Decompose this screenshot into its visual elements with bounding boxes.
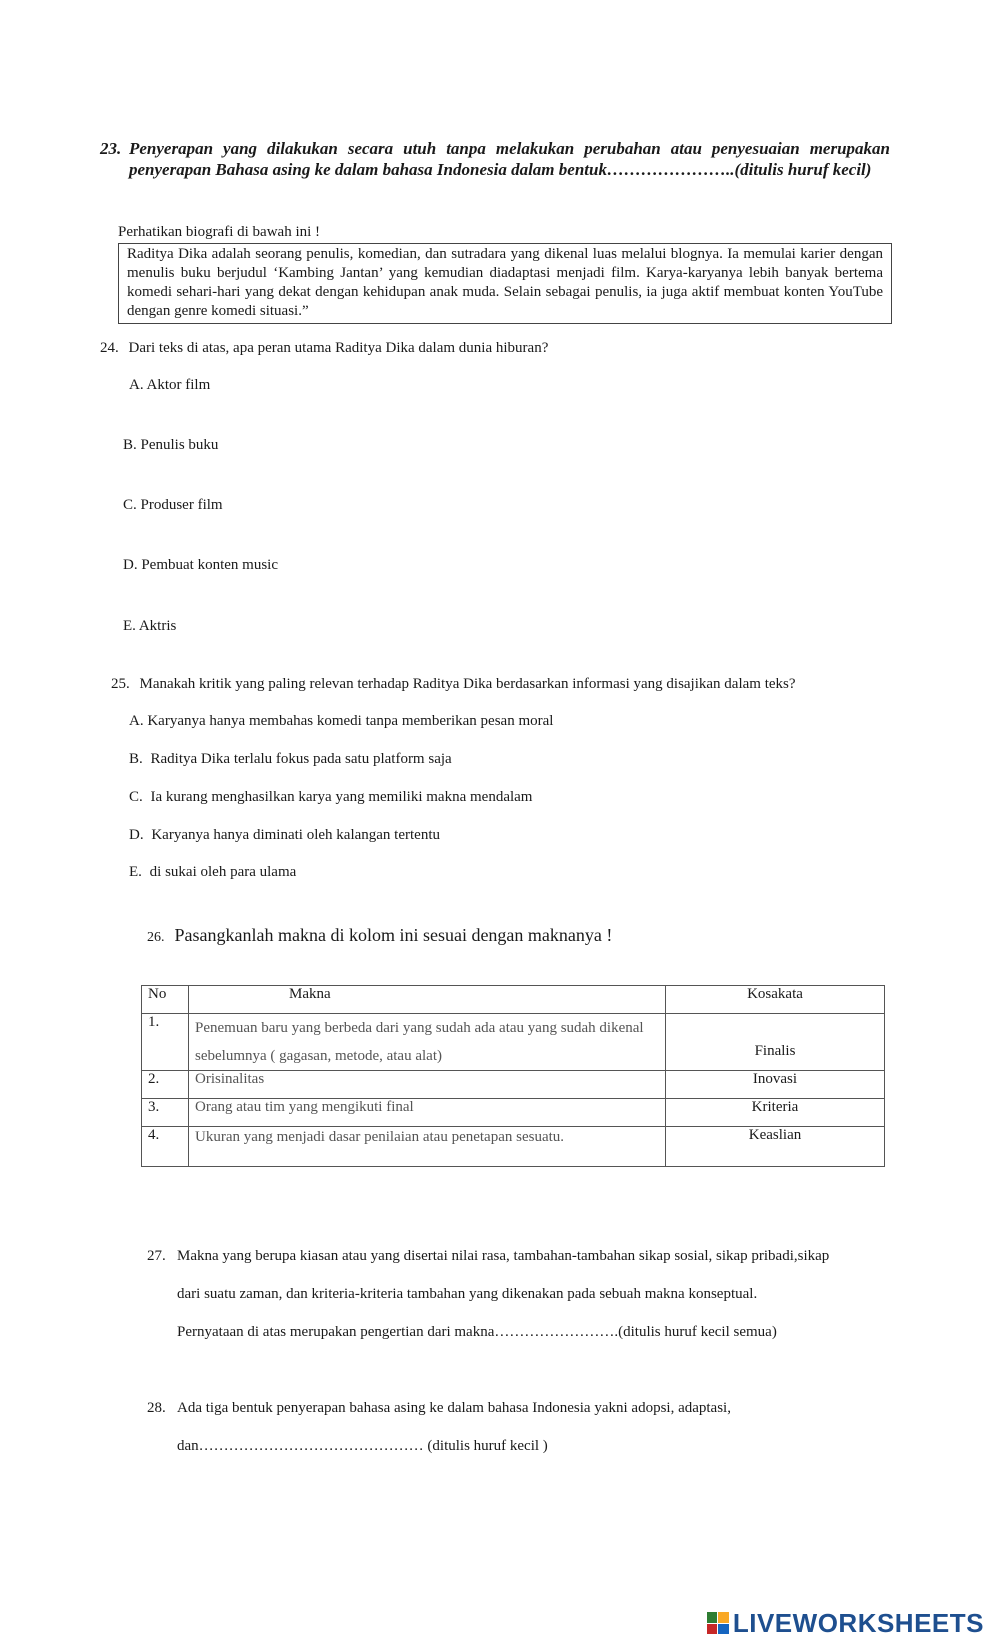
option-text: di sukai oleh para ulama — [149, 864, 297, 880]
question-23 — [100, 138, 890, 180]
option-24-a[interactable]: A. Aktor film — [129, 377, 211, 393]
question-text: Dari teks di atas, apa peran utama Raditya Dika dalam dunia hiburan? — [128, 340, 549, 356]
option-24-b[interactable]: B. Penulis buku — [123, 437, 219, 453]
question-statement: Pernyataan di atas merupakan pengertian dari makna…………………….(ditulis huruf kecil semua) — [177, 1324, 777, 1340]
row-no: 2. — [142, 1071, 189, 1099]
logo-square — [718, 1612, 729, 1623]
option-letter: A. — [129, 713, 144, 729]
question-26 — [147, 925, 612, 946]
option-text: Karyanya hanya diminati oleh kalangan tertentu — [151, 827, 440, 843]
question-text: Pasangkanlah makna di kolom ini sesuai dengan maknanya ! — [174, 925, 613, 945]
option-text: Ia kurang menghasilkan karya yang memiliki makna mendalam — [150, 789, 533, 805]
option-letter: B. — [129, 751, 143, 767]
row-makna: Penemuan baru yang berbeda dari yang sudah ada atau yang sudah dikenal sebelumnya ( gagasan, metode, atau alat) — [189, 1014, 666, 1071]
table-row — [142, 1014, 885, 1071]
question-text: Ada tiga bentuk penyerapan bahasa asing ke dalam bahasa Indonesia yakni adopsi, adaptasi, — [177, 1400, 731, 1416]
table-row — [142, 1099, 885, 1127]
biography-box: Raditya Dika adalah seorang penulis, komedian, dan sutradara yang dikenal luas melalui blognya. Ia memulai karier dengan menulis buku berjudul ‘Kambing Jantan’ yang kemudian diadaptasi menjadi film. Karya-karyanya lebih banyak bertema komedi sehari-hari yang dekat dengan kehidupan anak muda. Selain sebagai penulis, ia juga aktif membuat konten YouTube dengan genre komedi situasi.” — [118, 243, 892, 324]
logo-text: LIVEWORKSHEETS — [732, 1607, 984, 1638]
option-25-d[interactable] — [129, 827, 440, 844]
question-number: 23. — [100, 139, 122, 158]
question-text: Makna yang berupa kiasan atau yang disertai nilai rasa, tambahan-tambahan sikap sosial, sikap pribadi,sikap dari suatu zaman, dan kriteria-kriteria tambahan yang dikenakan pada sebuah makna konseptual. — [177, 1248, 830, 1302]
question-number: 26. — [147, 930, 165, 945]
header-no: No — [142, 986, 189, 1014]
row-kosakata[interactable]: Inovasi — [666, 1071, 885, 1099]
option-text: Raditya Dika terlalu fokus pada satu platform saja — [150, 751, 452, 767]
option-letter: E. — [129, 864, 142, 880]
logo-square — [718, 1624, 729, 1635]
question-number: 24. — [100, 340, 119, 356]
option-24-d[interactable]: D. Pembuat konten music — [123, 557, 278, 573]
option-25-c[interactable] — [129, 789, 532, 806]
row-makna: Orang atau tim yang mengikuti final — [189, 1099, 666, 1127]
table-header-row — [142, 986, 885, 1014]
option-text: Karyanya hanya membahas komedi tanpa memberikan pesan moral — [147, 713, 554, 729]
row-no: 3. — [142, 1099, 189, 1127]
option-24-e[interactable]: E. Aktris — [123, 618, 177, 634]
question-27 — [147, 1237, 847, 1351]
logo-mark-icon — [707, 1612, 729, 1634]
option-letter: D. — [129, 827, 144, 843]
table-row — [142, 1071, 885, 1099]
logo-square — [707, 1612, 718, 1623]
question-24 — [100, 340, 548, 357]
question-text: Manakah kritik yang paling relevan terhadap Raditya Dika berdasarkan informasi yang disajikan dalam teks? — [139, 676, 796, 692]
option-25-b[interactable] — [129, 751, 452, 768]
row-no: 4. — [142, 1127, 189, 1167]
biography-intro: Perhatikan biografi di bawah ini ! — [118, 224, 321, 240]
option-25-e[interactable] — [129, 864, 296, 881]
question-number: 27. — [147, 1248, 166, 1264]
question-25 — [111, 676, 796, 693]
row-makna: Orisinalitas — [189, 1071, 666, 1099]
answer-blank-line[interactable]: dan……………………………………… (ditulis huruf kecil ) — [177, 1438, 548, 1454]
row-kosakata[interactable]: Finalis — [666, 1014, 885, 1071]
row-no: 1. — [142, 1014, 189, 1071]
logo-square — [707, 1624, 718, 1635]
question-text: Penyerapan yang dilakukan secara utuh tanpa melakukan perubahan atau penyesuaian merupakan penyerapan Bahasa asing ke dalam bahasa Indonesia dalam bentuk…………………..(ditulis huruf kecil) — [129, 139, 890, 179]
row-kosakata[interactable]: Keaslian — [666, 1127, 885, 1167]
table-row — [142, 1127, 885, 1167]
option-letter: C. — [129, 789, 143, 805]
row-makna: Ukuran yang menjadi dasar penilaian atau penetapan sesuatu. — [189, 1127, 666, 1167]
option-25-a[interactable] — [129, 713, 553, 730]
matching-table — [141, 985, 885, 1167]
liveworksheets-logo — [707, 1607, 984, 1638]
header-kosakata: Kosakata — [666, 986, 885, 1014]
question-number: 28. — [147, 1400, 166, 1416]
row-kosakata[interactable]: Kriteria — [666, 1099, 885, 1127]
question-number: 25. — [111, 676, 130, 692]
header-makna: Makna — [189, 986, 666, 1014]
question-28 — [147, 1389, 847, 1465]
option-24-c[interactable]: C. Produser film — [123, 497, 223, 513]
